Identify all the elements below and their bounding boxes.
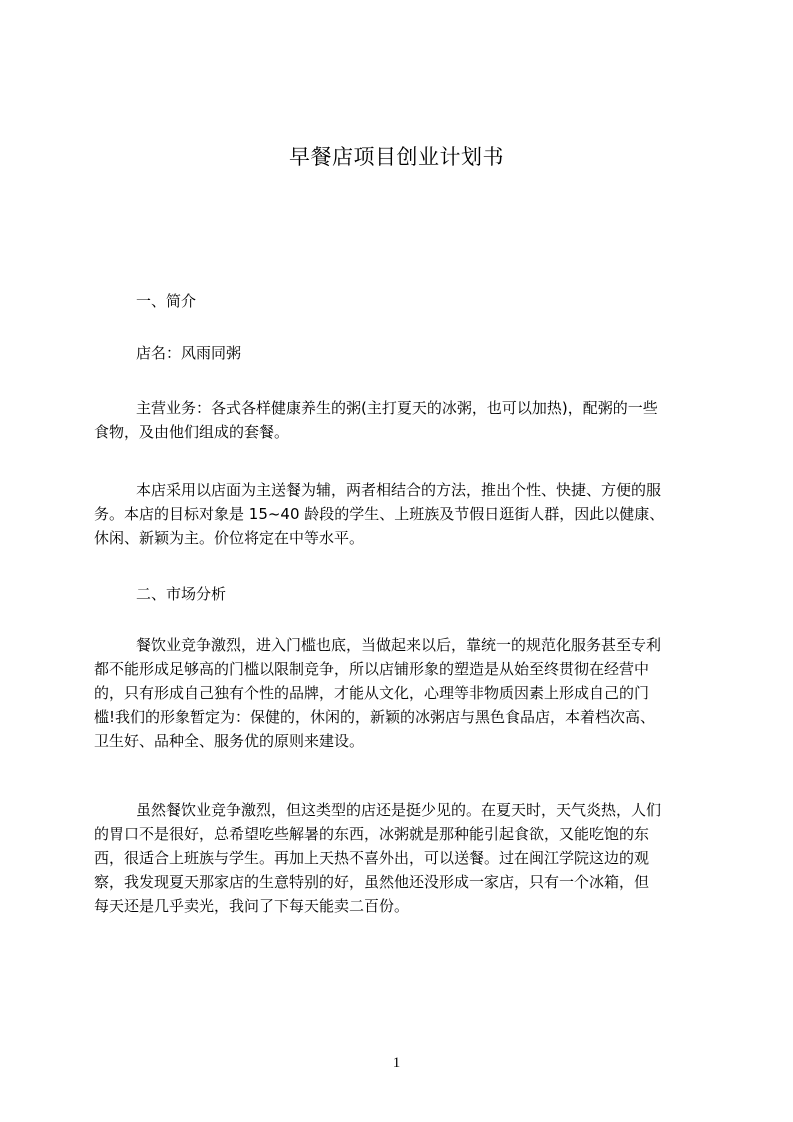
text-line: 主营业务：各式各样健康养生的粥(主打夏天的冰粥，也可以加热)，配粥的一些 bbox=[136, 399, 658, 417]
text-line: 的，只有形成自己独有个性的品牌，才能从文化，心理等非物质因素上形成自己的门 bbox=[94, 684, 650, 702]
text-line: 本店采用以店面为主送餐为辅，两者相结合的方法，推出个性、快捷、方便的服 bbox=[136, 481, 662, 499]
text-line: 每天还是几乎卖光，我问了下每天能卖二百份。 bbox=[94, 897, 410, 915]
paragraph-business-model bbox=[94, 478, 706, 550]
section-heading-market-analysis: 二、市场分析 bbox=[136, 585, 227, 603]
text-line: 务。本店的目标对象是 15~40 龄段的学生、上班族及节假日逛街人群，因此以健康、 bbox=[94, 505, 665, 523]
shop-name-line: 店名：风雨同粥 bbox=[136, 344, 242, 362]
text-line: 西，很适合上班族与学生。再加上天热不喜外出，可以送餐。过在闽江学院这边的观 bbox=[94, 849, 650, 867]
text-line: 卫生好、品种全、服务优的原则来建设。 bbox=[94, 732, 365, 750]
text-line: 虽然餐饮业竞争激烈，但这类型的店还是挺少见的。在夏天时，天气炎热，人们 bbox=[136, 801, 662, 819]
text-line: 的胃口不是很好，总希望吃些解暑的东西，冰粥就是那种能引起食欲，又能吃饱的东 bbox=[94, 825, 650, 843]
text-line: 察，我发现夏天那家店的生意特别的好，虽然他还没形成一家店，只有一个冰箱，但 bbox=[94, 873, 650, 891]
text-line: 餐饮业竞争激烈，进入门槛也底，当做起来以后，靠统一的规范化服务甚至专利 bbox=[136, 636, 662, 654]
paragraph-main-business bbox=[94, 396, 706, 444]
paragraph-observation bbox=[94, 798, 706, 918]
text-line: 休闲、新颖为主。价位将定在中等水平。 bbox=[94, 529, 365, 547]
page-number: 1 bbox=[392, 1055, 401, 1071]
text-line: 食物，及由他们组成的套餐。 bbox=[94, 423, 290, 441]
paragraph-competition bbox=[94, 633, 706, 753]
text-line: 槛!我们的形象暂定为：保健的，休闲的，新颖的冰粥店与黑色食品店，本着档次高、 bbox=[94, 708, 656, 726]
section-heading-introduction: 一、简介 bbox=[136, 292, 197, 310]
text-line: 都不能形成足够高的门槛以限制竞争，所以店铺形象的塑造是从始至终贯彻在经营中 bbox=[94, 660, 650, 678]
document-title: 早餐店项目创业计划书 bbox=[289, 145, 504, 169]
